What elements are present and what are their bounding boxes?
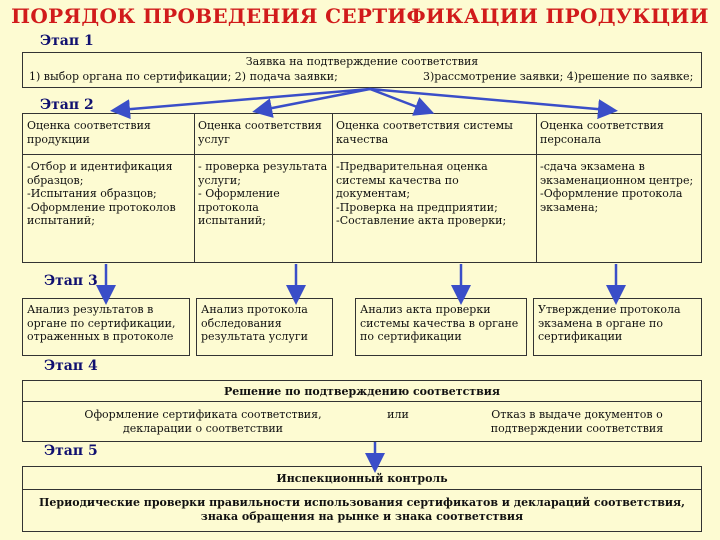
stage2-header-quality-system: Оценка соответствия системы качества bbox=[336, 119, 513, 146]
stage3-item-quality-system: Анализ акта проверки системы качества в органе по сертификации bbox=[360, 303, 519, 343]
stage3-box-personnel bbox=[533, 298, 702, 356]
stage4-middle: или bbox=[387, 408, 409, 421]
stage3-box-product bbox=[22, 298, 190, 356]
stage3-item-personnel: Утверждение протокола экзамена в органе по сертификации bbox=[538, 303, 681, 343]
stage4-right: Отказ в выдаче документов о подтверждении соответствия bbox=[490, 408, 664, 435]
stage2-detail-services: - проверка результата услуги; - Оформление протокола испытаний; bbox=[198, 160, 328, 227]
stage1-left-text: 1) выбор органа по сертификации; 2) подача заявки; bbox=[29, 70, 338, 83]
stage4-header: Решение по подтверждению соответствия bbox=[223, 385, 501, 398]
stage-label-5: Этап 5 bbox=[44, 443, 98, 459]
stage3-item-product: Анализ результатов в органе по сертификации, отраженных в протоколе bbox=[27, 303, 176, 343]
stage-label-4: Этап 4 bbox=[44, 358, 98, 374]
stage5-box bbox=[22, 466, 702, 532]
stage1-right-text: 3)рассмотрение заявки; 4)решение по заявке; bbox=[423, 70, 694, 83]
stage-label-3: Этап 3 bbox=[44, 273, 98, 289]
stage4-box bbox=[22, 380, 702, 442]
stage-label-2: Этап 2 bbox=[40, 97, 94, 113]
arrow-s1-to-product bbox=[120, 89, 370, 110]
stage2-detail-personnel: -сдача экзамена в экзаменационном центре; -Оформление протокола экзамена; bbox=[540, 160, 694, 214]
stage1-box bbox=[22, 52, 702, 88]
stage3-box-quality-system bbox=[355, 298, 527, 356]
arrow-s1-to-quality bbox=[370, 89, 425, 110]
stage5-header: Инспекционный контроль bbox=[276, 472, 448, 485]
stage-label-1: Этап 1 bbox=[40, 33, 94, 49]
stage1-header: Заявка на подтверждение соответствия bbox=[245, 55, 479, 68]
arrow-s1-to-personnel bbox=[370, 89, 608, 110]
stage2-table bbox=[22, 113, 702, 263]
stage2-detail-product: -Отбор и идентификация образцов; -Испытания образцов; -Оформление протоколов испытаний; bbox=[27, 160, 176, 227]
stage4-left: Оформление сертификата соответствия, декларации о соответствии bbox=[84, 408, 322, 435]
stage3-box-services bbox=[196, 298, 333, 356]
stage5-body: Периодические проверки правильности использования сертификатов и деклараций соответствия, знака обращения на рынке и знака соответствия bbox=[39, 496, 685, 523]
stage2-header-services: Оценка соответствия услуг bbox=[198, 119, 322, 146]
stage2-header-personnel: Оценка соответствия персонала bbox=[540, 119, 664, 146]
stage2-detail-quality-system: -Предварительная оценка системы качества по документам; -Проверка на предприятии; -Составление акта проверки; bbox=[336, 160, 507, 227]
stage3-item-services: Анализ протокола обследования результата услуги bbox=[201, 303, 308, 343]
stage2-header-product: Оценка соответствия продукции bbox=[27, 119, 151, 146]
arrow-s1-to-services bbox=[262, 89, 370, 110]
page-title: ПОРЯДОК ПРОВЕДЕНИЯ СЕРТИФИКАЦИИ ПРОДУКЦИИ bbox=[11, 4, 709, 28]
